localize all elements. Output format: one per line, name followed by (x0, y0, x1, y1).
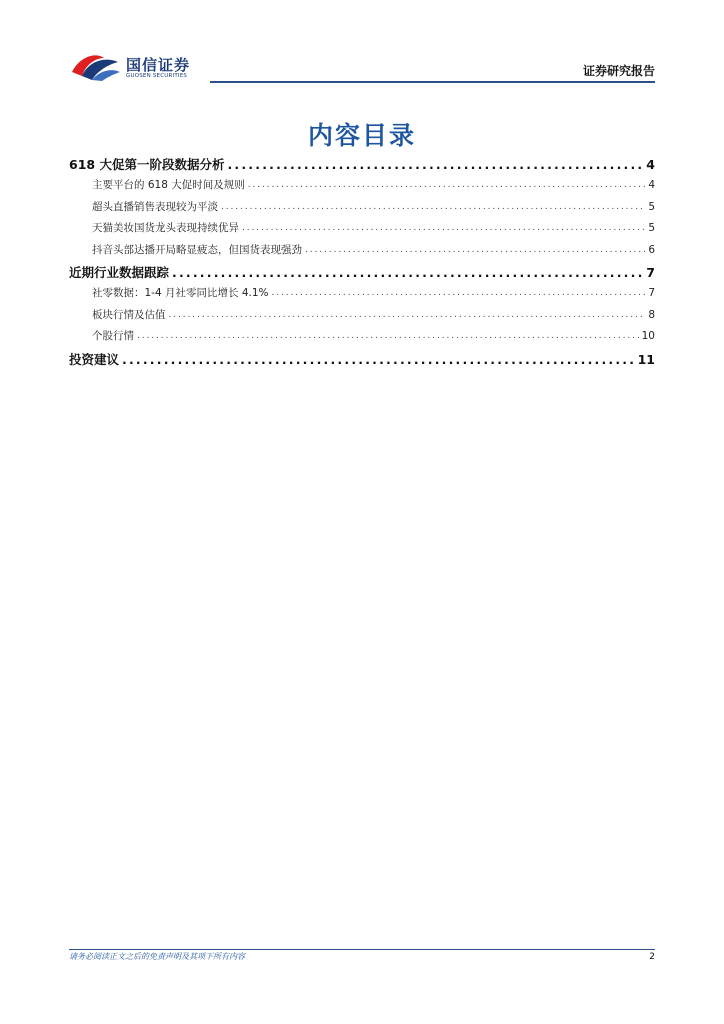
toc-entry[interactable] (69, 262, 655, 283)
toc-entry-label: 个股行情 (92, 330, 134, 342)
toc-entry[interactable] (69, 326, 655, 348)
toc-entry-page: 10 (641, 330, 655, 342)
toc-leader-dots (305, 240, 645, 262)
toc-entry[interactable] (69, 240, 655, 262)
toc-entry[interactable] (69, 305, 655, 327)
toc-entry-page: 5 (648, 200, 655, 213)
toc-entry-page: 7 (646, 265, 655, 280)
toc-entry-label: 社零数据：1-4 月社零同比增长 4.1% (92, 287, 269, 299)
toc-entry-label: 天猫美妆国货龙头表现持续优异 (92, 222, 239, 234)
toc-leader-dots (137, 326, 639, 348)
toc-leader-dots (272, 283, 646, 305)
report-type: 证券研究报告 (582, 64, 655, 78)
logo-english-name: GUOSEN SECURITIES (126, 73, 188, 79)
guosen-logo (70, 50, 220, 86)
toc-entry-label: 板块行情及估值 (92, 308, 166, 321)
footer-disclaimer: 请务必阅读正文之后的免责声明及其项下所有内容 (69, 952, 245, 961)
toc-entry-label: 投资建议 (69, 351, 120, 367)
guosen-logo-icon (70, 50, 122, 82)
toc-entry-page: 11 (637, 351, 655, 367)
toc-entry-label: 主要平台的 618 大促时间及规则 (92, 179, 245, 191)
toc-entry-page: 8 (648, 308, 655, 321)
toc-leader-dots (122, 349, 635, 370)
logo-chinese-name: 国信证券 (126, 56, 191, 74)
toc-entry[interactable] (69, 197, 655, 219)
toc-leader-dots (221, 197, 645, 219)
toc-title: 内容目录 (307, 121, 416, 150)
toc-leader-dots (248, 175, 646, 197)
toc-entry[interactable] (69, 175, 655, 197)
toc-entry-label: 超头直播销售表现较为平淡 (92, 200, 218, 213)
header-divider (210, 81, 655, 83)
toc-leader-dots (172, 262, 643, 283)
toc-leader-dots (242, 218, 645, 240)
toc-entry-label: 抖音头部达播开局略显疲态，但国货表现强劲 (92, 243, 302, 256)
toc-entry[interactable] (69, 218, 655, 240)
page-number: 2 (649, 952, 655, 962)
page-header (0, 0, 724, 90)
table-of-contents (69, 153, 655, 370)
toc-entry-page: 4 (646, 157, 655, 172)
toc-entry[interactable] (69, 283, 655, 305)
toc-entry-page: 6 (648, 243, 655, 256)
toc-leader-dots (169, 305, 646, 327)
toc-entry[interactable] (69, 349, 655, 370)
footer-divider (69, 949, 655, 950)
toc-entry-label: 618 大促第一阶段数据分析 (69, 157, 225, 172)
toc-entry-page: 5 (648, 222, 655, 234)
toc-entry-page: 4 (648, 179, 655, 191)
toc-entry-page: 7 (648, 287, 655, 299)
toc-leader-dots (227, 154, 643, 175)
toc-entry[interactable] (69, 154, 655, 175)
toc-entry-label: 近期行业数据跟踪 (69, 265, 170, 280)
